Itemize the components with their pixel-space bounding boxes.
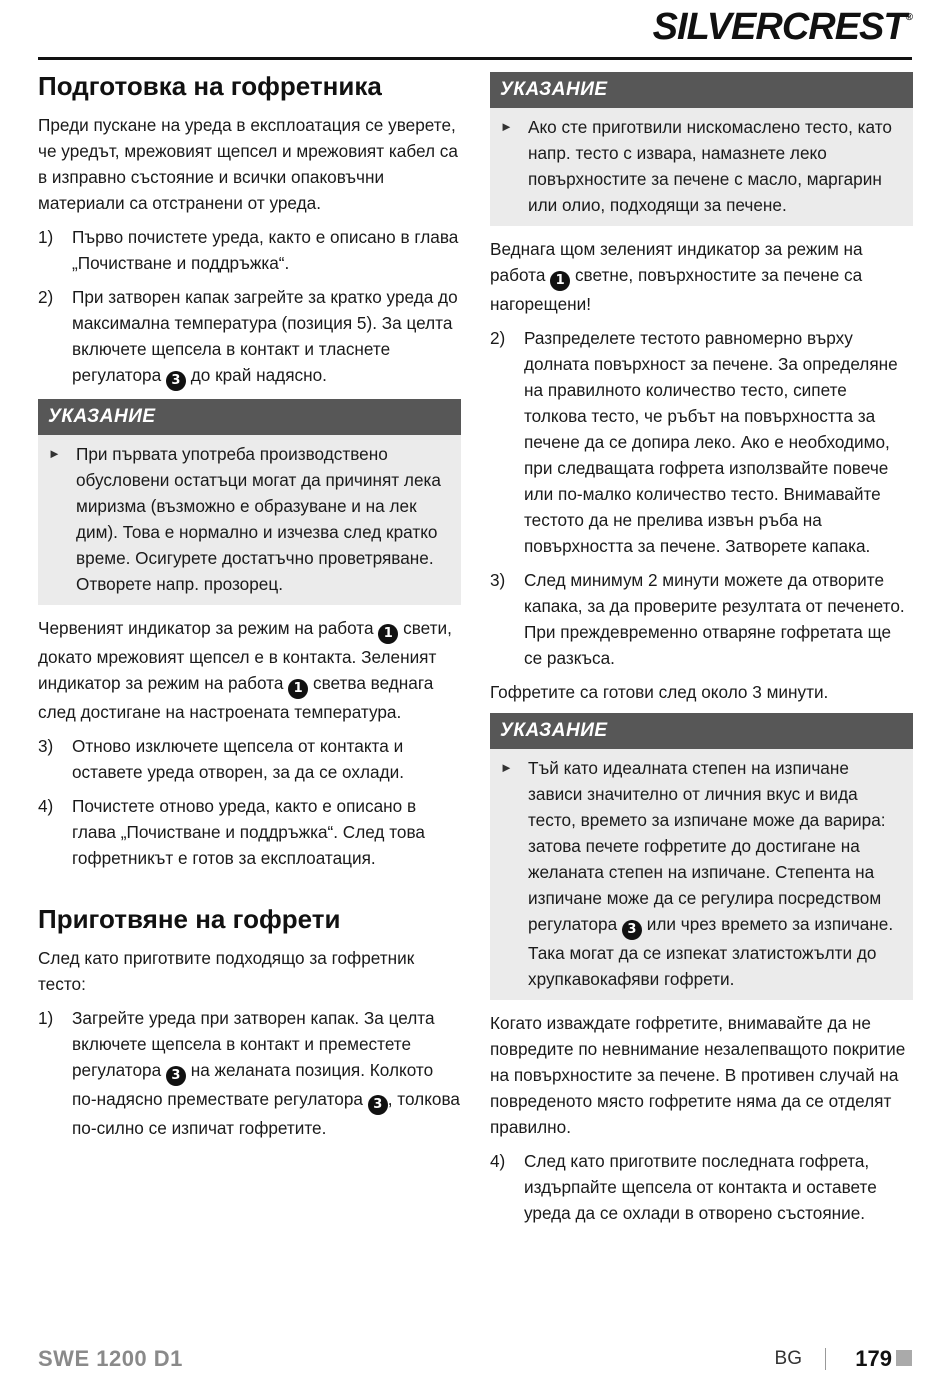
- list-item: 2) При затворен капак загрейте за кратко уреда до максимална температура (позиция 5). За целта включете щепсела в контакт и тласнете регулатора 3 до край надясно.: [38, 284, 461, 391]
- model-number: SWE 1200 D1: [38, 1346, 183, 1371]
- indicator-number-icon: 1: [550, 271, 570, 291]
- language-code: BG: [774, 1348, 802, 1369]
- note-heading: УКАЗАНИЕ: [490, 72, 913, 108]
- list-item: 3) След минимум 2 минути можете да отворите капака, за да проверите резултата от печенето. При преждевременно отваряне гофретата ще се разкъса.: [490, 570, 905, 668]
- arrow-icon: ►: [500, 760, 513, 775]
- control-number-icon: 3: [368, 1095, 388, 1115]
- indicator-number-icon: 1: [378, 624, 398, 644]
- arrow-icon: ►: [500, 119, 513, 134]
- indicator-number-icon: 1: [288, 679, 308, 699]
- note-box: УКАЗАНИЕ ► При първата употреба производствено обусловени остатъци могат да причинят лека миризма (възможно е образуване и на лек дим). Това е нормално и изчезва след кратко време. Осигурете достатъчно проветряване. Отворете напр. прозорец.: [38, 399, 461, 605]
- right-column: [490, 70, 913, 1234]
- note-box: УКАЗАНИЕ ► Ако сте приготвили нискомаслено тесто, като напр. тесто с извара, намазнете леко повърхностите за печене с масло, маргарин или олио, подходящи за печене.: [490, 72, 913, 226]
- square-icon: [896, 1350, 912, 1366]
- list-item: 4) Почистете отново уреда, както е описано в глава „Почистване и поддръжка“. След това гофретникът е готов за експлоатация.: [38, 796, 425, 868]
- section-title-preparation: Подготовка на гофретника: [38, 71, 382, 101]
- list-item: 2) Разпределете тестото равномерно върху долната повърхност за печене. За определяне на правилното количество тесто, сипете толкова тесто, че ръбът на повърхността за печене да се допира леко. Ако е необходимо, при следващата гофрета използвайте повече или по-малко количество тесто. Внимавайте тестото да не прелива извън ръба на повърхността за печене. Затворете капака.: [490, 328, 898, 556]
- note-box: УКАЗАНИЕ ► Тъй като идеалната степен на изпичане зависи значително от личния вкус и вида тесто, времето за изпичане може да варира: затова печете гофретите до достигане на желаната степен на изпичане. Степента на изпичане може да се регулира посредством регулатора 3 или чрез времето за изпичане. Така могат да се изпекат златистожълти до хрупкавокафяви гофрети.: [490, 713, 913, 1000]
- intro-paragraph: Преди пускане на уреда в експлоатация се уверете, че уредът, мрежовият щепсел и мрежовият кабел са в изправно състояние и всички опаковъчни материали са отстранени от уреда.: [38, 115, 458, 213]
- control-number-icon: 3: [622, 920, 642, 940]
- paragraph: Червеният индикатор за режим на работа 1 свети, докато мрежовият щепсел е в контакта. Зеленият индикатор за режим на работа 1 светва веднага след достигане на настроената температура.: [38, 618, 452, 722]
- control-number-icon: 3: [166, 1066, 186, 1086]
- paragraph: Веднага щом зеленият индикатор за режим на работа 1 светне, повърхностите за печене са нагорещени!: [490, 239, 863, 314]
- list-item: 1) Загрейте уреда при затворен капак. За целта включете щепсела в контакт и преместете регулатора 3 на желаната позиция. Колкото по-надясно премествате регулатора 3 , толкова по-силно се изпичат гофретите.: [38, 1008, 460, 1138]
- page-number: 179: [855, 1346, 892, 1371]
- brand-logo: SILVERCREST®: [652, 6, 912, 48]
- header-rule: [38, 57, 912, 60]
- left-column: [38, 70, 461, 1149]
- note-heading: УКАЗАНИЕ: [38, 399, 461, 435]
- page-footer: [38, 1346, 912, 1380]
- list-item: 1) Първо почистете уреда, както е описано в глава „Почистване и поддръжка“.: [38, 227, 459, 273]
- control-number-icon: 3: [166, 371, 186, 391]
- note-heading: УКАЗАНИЕ: [490, 713, 913, 749]
- paragraph: Когато изваждате гофретите, внимавайте да не повредите по невнимание незалепващото покритие на повърхностите за печене. В противен случай на повреденото място гофретите няма да се отделят правилно.: [490, 1013, 906, 1137]
- list-item: 4) След като приготвите последната гофрета, издърпайте щепсела от контакта и оставете уреда да се охлади в отворено състояние.: [490, 1151, 877, 1223]
- arrow-icon: ►: [48, 446, 61, 461]
- paragraph: След като приготвите подходящо за гофретник тесто:: [38, 948, 415, 994]
- paragraph: Гофретите са готови след около 3 минути.: [490, 682, 829, 702]
- list-item: 3) Отново изключете щепсела от контакта и оставете уреда отворен, за да се охлади.: [38, 736, 404, 782]
- section-title-making-waffles: Приготвяне на гофрети: [38, 904, 341, 934]
- footer-divider: [825, 1348, 826, 1370]
